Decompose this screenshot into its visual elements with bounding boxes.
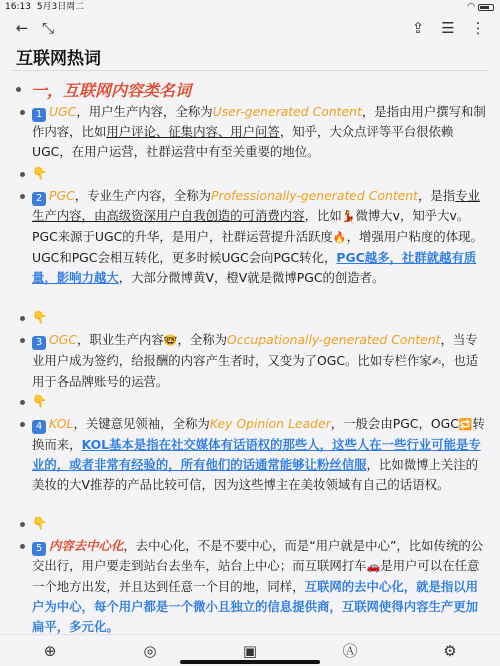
bullet-dot bbox=[20, 400, 25, 405]
text: ，用户生产内容，全称为 bbox=[76, 104, 213, 119]
text: ，一般会由PGC，OGC bbox=[330, 416, 459, 431]
pointer-line bbox=[32, 394, 47, 408]
image-icon[interactable]: ▣ bbox=[242, 641, 258, 660]
paragraph bbox=[32, 186, 490, 288]
list-item-ogc bbox=[32, 330, 490, 392]
bullet-dot bbox=[16, 87, 21, 92]
highlight-link[interactable]: KOL基本是指在社交媒体有话语权的那些人，这些人在一些行业可能是专业的，或者非常有经验的，所有他们的话通常能够让粉丝信服 bbox=[32, 437, 481, 472]
text: ，比如 bbox=[304, 208, 342, 223]
text: ，大部分微博黄V，橙V就是微博PGC的创造者。 bbox=[118, 270, 385, 285]
term: OGC bbox=[49, 332, 78, 347]
section-title: 一，互联网内容类名词 bbox=[31, 81, 192, 100]
back-arrow-icon[interactable]: ← bbox=[15, 19, 29, 37]
dancer-icon: 💃 bbox=[341, 210, 356, 223]
text: 微博大v，知乎大v。PGC来源于UGC的升华，是用户，社群运营提升活跃度 bbox=[32, 208, 470, 244]
settings-icon[interactable]: ⚙ bbox=[443, 641, 457, 660]
pointing-down-hand-icon: 👇 bbox=[32, 394, 47, 408]
pointing-down-hand-icon: 👇 bbox=[32, 166, 47, 180]
list-item-ugc bbox=[32, 102, 490, 162]
full-name: User-generated Content bbox=[212, 104, 362, 119]
section-heading bbox=[16, 78, 191, 101]
number-badge: 3 bbox=[32, 336, 46, 350]
list-item-kol bbox=[32, 414, 490, 495]
wifi-icon: ◠ bbox=[467, 2, 475, 12]
bullet-dot bbox=[20, 110, 25, 115]
term: KOL bbox=[49, 416, 74, 431]
highlight-link[interactable]: PGC越多，社群就越有质量，影响力越大 bbox=[32, 250, 477, 285]
collapse-icon[interactable]: ⤡ bbox=[41, 19, 54, 37]
text-format-icon[interactable]: Ⓐ bbox=[342, 642, 358, 660]
list-item-pgc bbox=[32, 186, 490, 288]
status-time: 16:13 bbox=[5, 2, 31, 12]
writing-hand-icon: ✍ bbox=[431, 355, 441, 368]
pointing-down-hand-icon: 👇 bbox=[32, 310, 47, 324]
pointer-line bbox=[32, 310, 47, 324]
nav-bar bbox=[0, 14, 500, 42]
text: ，比如微博上关注的美妆的大V推荐的产品比较可信，因为这些博主在美妆领域有自己的话语权。 bbox=[32, 457, 479, 492]
note-content[interactable] bbox=[0, 74, 500, 634]
page-title: 互联网热词 bbox=[16, 49, 101, 69]
text: ，当专业用户成为签约，给报酬的内容产生者时，又变为了OGC。比如专栏作家 bbox=[32, 332, 478, 368]
more-icon[interactable]: ⋮ bbox=[470, 19, 486, 37]
bullet-dot bbox=[20, 338, 25, 343]
car-icon: 🚗 bbox=[366, 560, 381, 573]
text: ，全称为 bbox=[177, 332, 228, 347]
paragraph bbox=[32, 330, 490, 392]
text: ，知乎，大众点评等平台很依赖UGC，在用户运营，社群运营中有至关重要的地位。 bbox=[32, 124, 454, 159]
status-bar bbox=[0, 0, 500, 14]
text: ，专业生产内容，全称为 bbox=[74, 188, 212, 203]
repeat-icon: 🔁 bbox=[458, 418, 473, 431]
home-indicator bbox=[180, 660, 320, 664]
bullet-dot bbox=[20, 316, 25, 321]
bullet-dot bbox=[20, 544, 25, 549]
full-name: Key Opinion Leader bbox=[209, 416, 331, 431]
list-item-decentralization bbox=[32, 536, 490, 634]
paragraph bbox=[32, 414, 490, 495]
pointer-line bbox=[32, 166, 47, 180]
status-date: 5月3日周二 bbox=[36, 2, 85, 12]
underlined-text: 用户评论、征集内容、用户问答 bbox=[106, 124, 280, 139]
bullet-dot bbox=[20, 422, 25, 427]
pointing-down-hand-icon: 👇 bbox=[32, 516, 47, 530]
text: 转换而来， bbox=[32, 416, 485, 452]
paragraph bbox=[32, 102, 490, 162]
term: 内容去中心化 bbox=[49, 538, 124, 553]
number-badge: 5 bbox=[32, 542, 46, 556]
term: PGC bbox=[49, 188, 75, 203]
number-badge: 1 bbox=[32, 108, 46, 122]
target-icon[interactable]: ◎ bbox=[143, 641, 157, 660]
bullet-dot bbox=[20, 172, 25, 177]
full-name: Professionally-generated Content bbox=[211, 188, 419, 203]
bullet-dot bbox=[20, 194, 25, 199]
highlight-text: 互联网的去中心化，就是指以用户为中心，每个用户都是一个微小且独立的信息提供商，互联网使得内容生产更加扁平，多元化。 bbox=[32, 579, 479, 634]
text: ，增强用户粘度的体现。UGC和PGC会相互转化，更多时候UGC会向PGC转化， bbox=[32, 229, 483, 265]
nerd-face-icon: 🤓 bbox=[163, 334, 178, 347]
underlined-text: 专业生产内容，由高级资深用户自我创造的可消费内容 bbox=[32, 188, 480, 223]
number-badge: 4 bbox=[32, 420, 46, 434]
bullet-dot bbox=[20, 522, 25, 527]
fire-icon: 🔥 bbox=[332, 231, 347, 244]
list-icon[interactable]: ☰ bbox=[441, 19, 455, 37]
add-icon[interactable]: ⊕ bbox=[43, 641, 57, 660]
term: UGC bbox=[49, 104, 77, 119]
text: ，是指 bbox=[418, 188, 456, 203]
paragraph bbox=[32, 536, 490, 634]
number-badge: 2 bbox=[32, 192, 46, 206]
full-name: Occupationally-generated Content bbox=[227, 332, 441, 347]
share-icon[interactable]: ⇪ bbox=[411, 19, 425, 37]
text: 是用户可以在任意一个地方出发，并且达到任意一个目的地，同样， bbox=[32, 558, 480, 594]
text: ，去中心化，不是不要中心，而是“用户就是中心”，比如传统的公交出行，用户要走到站台去坐车，站台上中心；而互联网打车 bbox=[32, 538, 484, 573]
text: ，也适用于各品牌账号的运营。 bbox=[32, 353, 479, 389]
text: ，职业生产内容 bbox=[77, 332, 164, 347]
pointer-line bbox=[32, 516, 47, 530]
title-divider bbox=[12, 70, 488, 71]
text: ，关键意见领袖，全称为 bbox=[73, 416, 210, 431]
battery-icon bbox=[478, 4, 494, 11]
text: ，是指由用户撰写和制作内容，比如 bbox=[32, 104, 486, 139]
